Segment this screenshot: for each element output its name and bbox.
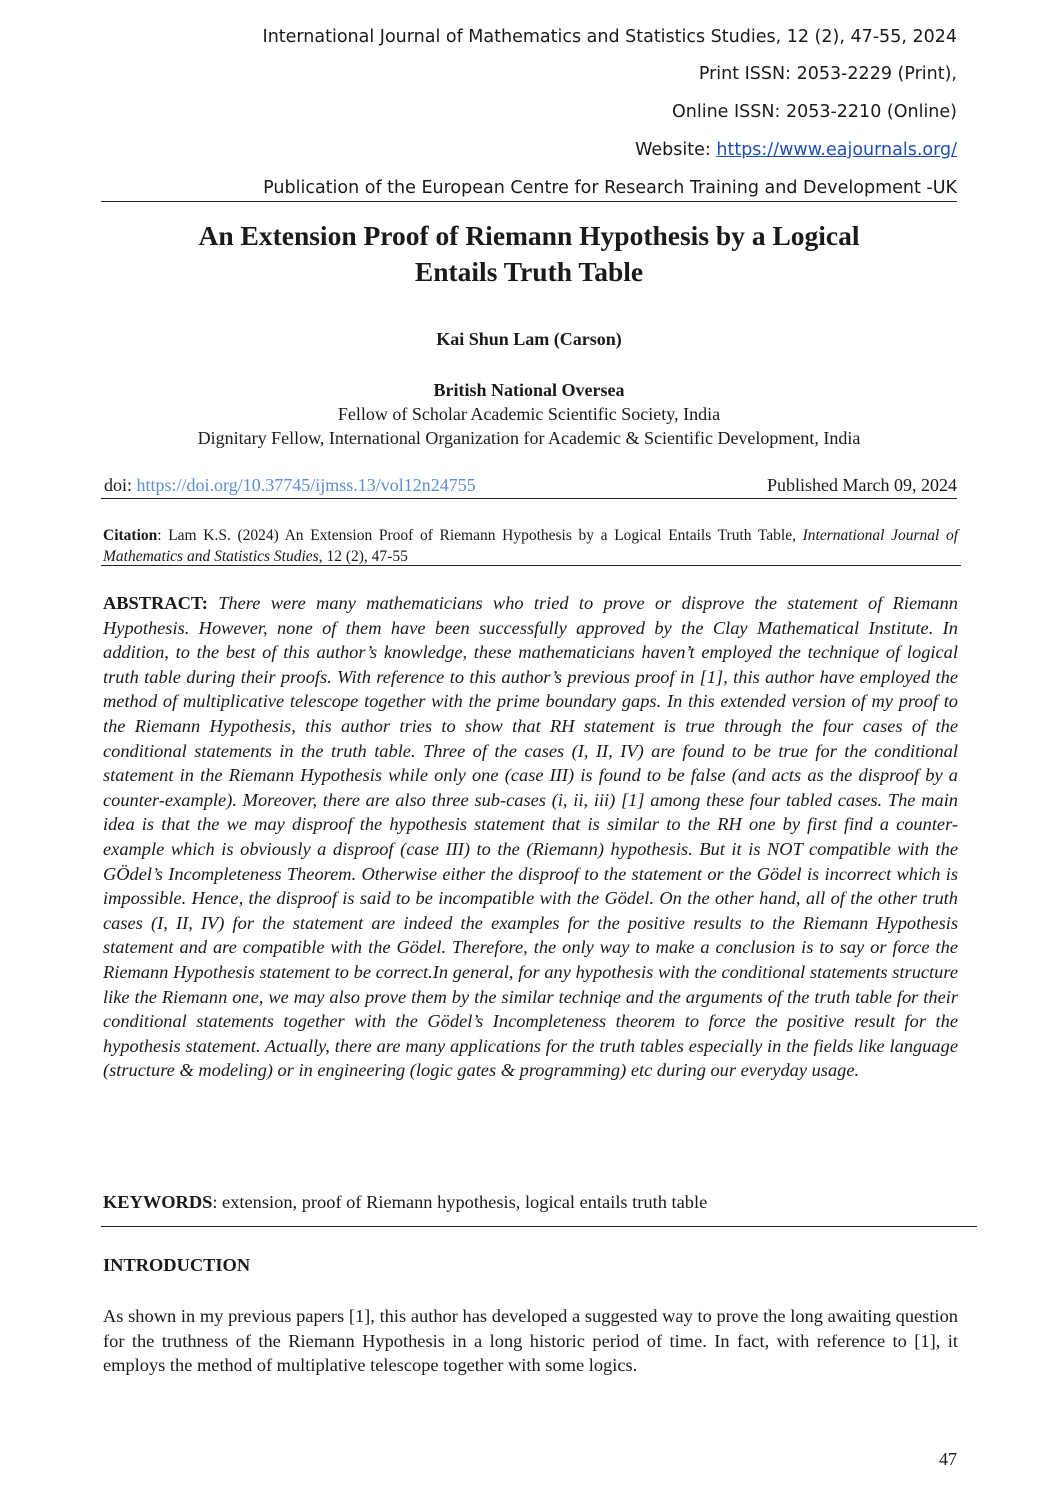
page-number: 47: [939, 1449, 957, 1469]
website-link[interactable]: https://www.eajournals.org/: [716, 140, 957, 160]
citation-journal: International Journal of Mathematics and Statistics Studies: [103, 527, 959, 565]
abstract-label: ABSTRACT:: [103, 593, 208, 613]
online-issn: Online ISSN: 2053-2210 (Online): [672, 102, 957, 122]
website-line: [635, 140, 957, 160]
citation-label: Citation: [103, 527, 158, 544]
website-label: Website:: [635, 140, 717, 160]
introduction-heading: INTRODUCTION: [103, 1255, 251, 1275]
keywords-text: : extension, proof of Riemann hypothesis, logical entails truth table: [212, 1192, 708, 1212]
paper-title: [101, 218, 957, 290]
affiliations: [101, 378, 957, 450]
print-issn: Print ISSN: 2053-2229 (Print),: [698, 64, 957, 84]
abstract-block: [103, 591, 958, 1083]
affiliation-3: Dignitary Fellow, International Organization for Academic & Scientific Development, India: [197, 428, 861, 448]
keywords-divider: [101, 1226, 977, 1227]
abstract-text: There were many mathematicians who tried to prove or disprove the statement of Riemann Hypothesis. However, none of them have been successfully approved by the Clay Mathematical Institute. In addition, to the best of this author’s knowledge, these mathematicians haven’t employed the technique of logical truth table during their proofs. With reference to this author’s previous proof in [1], this author have employed the method of multiplicative telescope together with the prime boundary gaps. In this extended version of my proof to the Riemann Hypothesis, this author tries to show that RH statement is true through the four cases of the conditional statements in the truth table. Three of the cases (I, II, IV) are found to be true for the conditional statement in the Riemann Hypothesis while only one (case III) is found to be false (and acts as the disproof by a counter-example). Moreover, there are also three sub-cases (i, ii, iii) [1] among these four tabled cases. The main idea is that the we may disproof the hypothesis statement that is similar to the RH one by first find a counter-example which is obviously a disproof (case III) to the (Riemann) hypothesis. But it is NOT compatible with the GÖdel’s Incompleteness Theorem. Otherwise either the disproof to the statement or the Gödel is incorrect which is impossible. Hence, the disproof is said to be incompatible with the Gödel. On the other hand, all of the other truth cases (I, II, IV) for the statement are indeed the examples for the positive results to the Riemann Hypothesis statement and are compatible with the Gödel. Therefore, the only way to make a conclusion is to say or force the Riemann Hypothesis statement to be correct.In general, for any hypothesis with the conditional statements structure like the Riemann one, we may also prove them by the similar techniqe and the arguments of the truth table for their conditional statements together with the Gödel’s Incompleteness theorem to force the positive result for the hypothesis statement. Actually, there are many applications for the truth tables especially in the fields like language (structure & modeling) or in engineering (logic gates & programming) etc during our everyday usage.: [103, 593, 958, 1081]
citation-text: : Lam K.S. (2024) An Extension Proof of Riemann Hypothesis by a Logical Entails Truth Table,: [157, 527, 803, 544]
doi-link[interactable]: https://doi.org/10.37745/ijmss.13/vol12n24755: [136, 475, 476, 495]
published-date: Published March 09, 2024: [767, 475, 957, 495]
journal-citation-header: International Journal of Mathematics and Statistics Studies, 12 (2), 47-55, 2024: [262, 27, 957, 47]
author-name: Kai Shun Lam (Carson): [436, 329, 622, 349]
affiliation-2: Fellow of Scholar Academic Scientific Society, India: [337, 404, 721, 424]
header-divider: [101, 201, 957, 202]
introduction-text: As shown in my previous papers [1], this author has developed a suggested way to prove the long awaiting question for the truthness of the Riemann Hypothesis in a long historic period of time. In fact, with reference to [1], it employs the method of multiplative telescope together with some logics.: [103, 1306, 958, 1376]
doi-label: doi:: [104, 475, 137, 495]
keywords-label: KEYWORDS: [103, 1192, 213, 1212]
paper-title-line-1: An Extension Proof of Riemann Hypothesis by a Logical: [198, 220, 860, 251]
publisher-line: Publication of the European Centre for Research Training and Development -UK: [263, 178, 957, 198]
doi-divider: [101, 498, 957, 499]
affiliation-1: British National Oversea: [433, 380, 625, 400]
citation-block: [103, 525, 958, 567]
doi-line: [104, 475, 476, 496]
citation-pages: , 12 (2), 47-55: [318, 548, 408, 565]
keywords-block: [103, 1192, 958, 1213]
paper-title-line-2: Entails Truth Table: [414, 256, 644, 287]
citation-divider: [101, 565, 961, 566]
